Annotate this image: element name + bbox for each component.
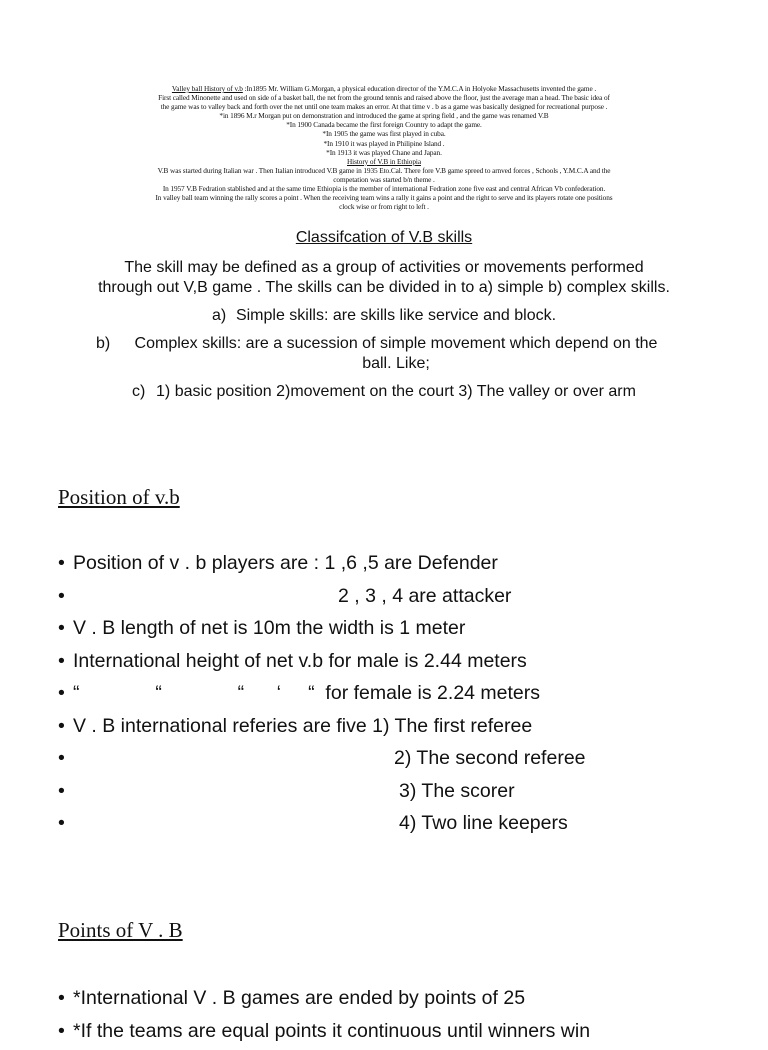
bullet-text: *International V . B games are ended by points of 25	[73, 985, 525, 1011]
bullet-item	[58, 680, 718, 713]
bullet-item	[58, 745, 718, 778]
bullet-text: V . B international referies are five 1) The first referee	[73, 713, 532, 739]
classification-title: Classifcation of V.B skills	[96, 228, 672, 248]
bullet-text: 2 , 3 , 4 are attacker	[338, 583, 511, 609]
bullet-text: V . B length of net is 10m the width is 1 meter	[73, 615, 465, 641]
points-title: Points of V . B	[58, 918, 183, 943]
bullet-marker: •	[58, 778, 65, 804]
history-line-text: *In 1905 the game was first played in cuba.	[322, 129, 445, 138]
history-text-block	[96, 84, 672, 211]
bullet-item	[58, 550, 718, 583]
bullet-text: “ “ “ ‘ “ for female is 2.24 meters	[73, 680, 540, 706]
history-line-text: the game was to valley back and forth over the net until one team makes an error. At that time v . b as a game was basically designed for recreational purpose .	[161, 102, 608, 111]
skill-item-text: Complex skills: are a sucession of simple movement which depend on the ball. Like;	[120, 334, 672, 374]
classification-paragraph: The skill may be defined as a group of activities or movements performed through out V,B game . The skills can be divided in to a) simple b) complex skills.	[96, 258, 672, 298]
skills-text-block	[96, 228, 672, 410]
bullet-marker: •	[58, 713, 65, 739]
history-line-text: *In 1913 it was played Chane and Japan.	[326, 148, 442, 157]
bullet-item	[58, 778, 718, 811]
bullet-item	[58, 713, 718, 746]
bullet-marker: •	[58, 648, 65, 674]
slide-points	[0, 873, 768, 1024]
history-line-text: In valley ball team winning the rally scores a point . When the receiving team wins a rally it gains a point and the right to serve and its players rotate one positions	[155, 193, 612, 202]
bullet-item	[58, 810, 718, 843]
bullet-text: International height of net v.b for male is 2.44 meters	[73, 648, 527, 674]
bullet-marker: •	[58, 1018, 65, 1044]
skill-item-marker: c)	[132, 382, 156, 402]
history-line	[96, 139, 672, 148]
bullet-marker: •	[58, 583, 65, 609]
bullet-marker: •	[58, 810, 65, 836]
slide-history	[0, 0, 768, 437]
skill-item	[96, 334, 672, 374]
position-bullet-list	[58, 550, 718, 843]
bullet-text: *If the teams are equal points it continuous until winners win	[73, 1018, 590, 1044]
bullet-item	[58, 985, 718, 1018]
history-line	[96, 166, 672, 175]
history-line	[96, 184, 672, 193]
history-line	[96, 157, 672, 166]
history-line	[96, 93, 672, 102]
history-underlined-text: History of V.B in Ethiopia	[347, 157, 421, 166]
skill-item-marker: a)	[212, 306, 236, 326]
history-line-text: *In 1910 it was played in Philipine Island .	[323, 139, 444, 148]
bullet-text: 3) The scorer	[399, 778, 515, 804]
skill-item-marker: b)	[96, 334, 120, 374]
bullet-marker: •	[58, 985, 65, 1011]
history-line-text: First called Minonette and used on side of a basket ball, the net from the ground tennis and raised above the floor, just the average man a head. The basic idea of	[158, 93, 610, 102]
history-line-text: *In 1900 Canada became the first foreign Country to adapt the game.	[286, 120, 482, 129]
history-line-text: *in 1896 M.r Morgan put on demonstration and introduced the game at spring field , and the game was renamed V.B	[219, 111, 548, 120]
history-line	[96, 202, 672, 211]
bullet-text: 2) The second referee	[394, 745, 586, 771]
history-line	[96, 120, 672, 129]
position-title: Position of v.b	[58, 485, 180, 510]
bullet-text: Position of v . b players are : 1 ,6 ,5 are Defender	[73, 550, 498, 576]
bullet-item	[58, 1018, 718, 1050]
bullet-item	[58, 615, 718, 648]
skills-list	[96, 306, 672, 402]
history-line	[96, 129, 672, 138]
history-line	[96, 111, 672, 120]
history-line	[96, 148, 672, 157]
history-line	[96, 175, 672, 184]
bullet-item	[58, 648, 718, 681]
skill-item-text: Simple skills: are skills like service and block.	[236, 306, 556, 326]
bullet-item	[58, 583, 718, 616]
bullet-marker: •	[58, 615, 65, 641]
history-line-text: competation was started b/n theme .	[333, 175, 434, 184]
bullet-marker: •	[58, 680, 65, 706]
history-line-text: V.B was started during Italian war . Then Italian introduced V.B game in 1935 Eto.Cal. There fore V.B game spreed to arnved forces , Schools , Y.M.C.A and the	[158, 166, 611, 175]
bullet-marker: •	[58, 745, 65, 771]
history-line	[96, 193, 672, 202]
bullet-marker: •	[58, 550, 65, 576]
history-line-text: clock wise or from right to left .	[339, 202, 429, 211]
skill-item	[96, 382, 672, 402]
history-line-text: :In1895 Mr. William G.Morgan, a physical education director of the Y.M.C.A in Holyoke Massachusetts invented the game .	[243, 84, 596, 93]
skill-item	[96, 306, 672, 326]
history-line	[96, 102, 672, 111]
history-line-text: In 1957 V.B Fedration stablished and at the same time Ethiopia is the member of international Fedration zone five east and central African Vb confederation.	[163, 184, 605, 193]
history-line	[96, 84, 672, 93]
history-underlined-text: Valley ball History of v.b	[172, 84, 243, 93]
points-bullet-list	[58, 985, 718, 1050]
bullet-text: 4) Two line keepers	[399, 810, 568, 836]
slide-position	[0, 437, 768, 857]
skill-item-text: 1) basic position 2)movement on the court 3) The valley or over arm	[156, 382, 636, 402]
